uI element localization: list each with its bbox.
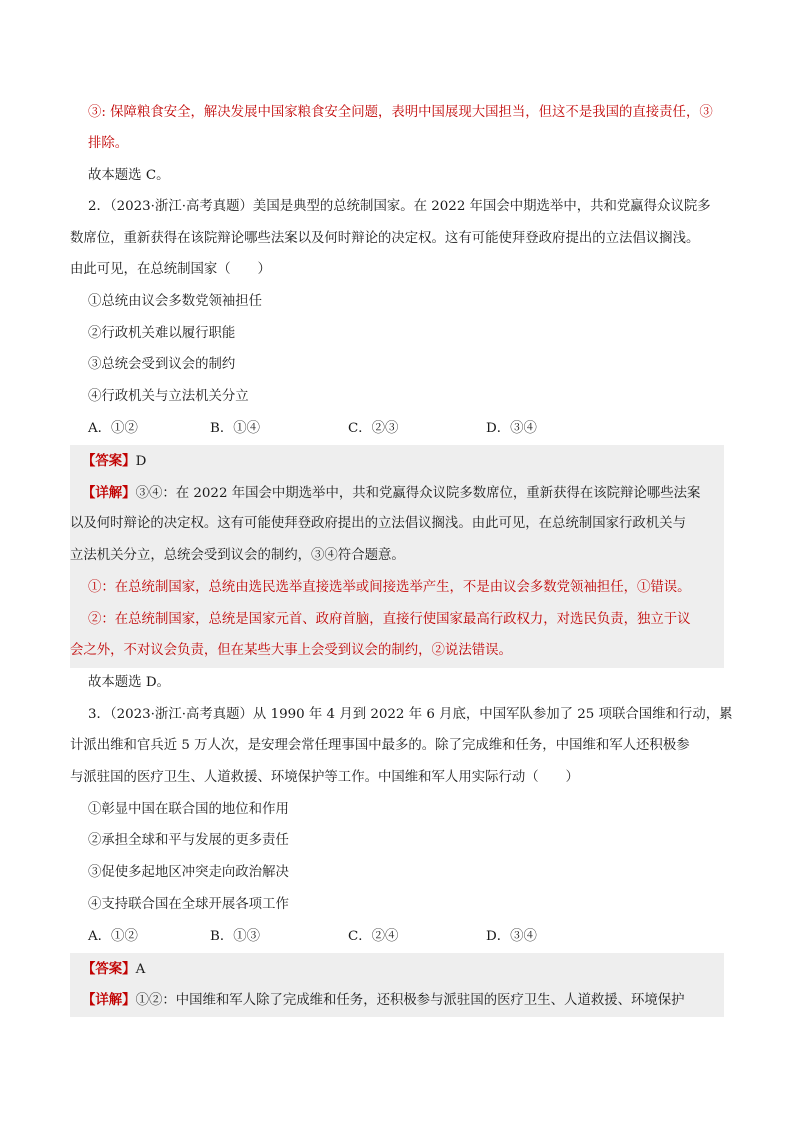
q3-detail-line-1 [82,990,685,1011]
q3-item-4: ④支持联合国在全球开展各项工作 [88,897,289,912]
q2-option-a: A．①② [88,421,138,436]
detail-label: 【详解】 [82,485,136,501]
q3-item-3: ③促使多起地区冲突走向政治解决 [88,865,289,880]
q2-stem-line-1: 2．（2023·浙江·高考真题）美国是典型的总统制国家。在 2022 年国会中期选举中，共和党赢得众议院多 [88,199,711,214]
q3-option-a: A．①② [88,929,138,944]
answer-label: 【答案】 [82,961,136,977]
q2-stem-line-3: 由此可见，在总统制国家（ ） [70,262,271,277]
q2-item-3: ③总统会受到议会的制约 [88,357,236,372]
detail-text: ①②：中国维和军人除了完成维和任务，还积极参与派驻国的医疗卫生、人道救援、环境保护 [135,993,685,1008]
prev-detail-line-2: 排除。 [88,136,129,151]
detail-text: ③④：在 2022 年国会中期选举中，共和党赢得众议院多数席位，重新获得在该院辩论哪些法案 [135,486,701,501]
q3-stem-line-3: 与派驻国的医疗卫生、人道救援、环境保护等工作。中国维和军人用实际行动（ ） [70,770,579,785]
answer-value: D [135,454,147,469]
q3-item-1: ①彰显中国在联合国的地位和作用 [88,802,289,817]
prev-conclusion: 故本题选 C。 [88,168,170,183]
q2-detail-line-4: ①：在总统制国家，总统由选民选举直接选举或间接选举产生，不是由议会多数党领袖担任，①错误。 [88,580,691,595]
q2-item-1: ①总统由议会多数党领袖担任 [88,294,263,309]
q2-conclusion: 故本题选 D。 [88,675,170,690]
q2-detail-line-5: ②：在总统制国家，总统是国家元首、政府首脑，直接行使国家最高行政权力，对选民负责，独立于议 [88,612,691,627]
q2-detail-line-6: 会之外，不对议会负责，但在某些大事上会受到议会的制约，②说法错误。 [70,643,512,658]
q3-stem-line-1: 3．（2023·浙江·高考真题）从 1990 年 4 月到 2022 年 6 月底，中国军队参加了 25 项联合国维和行动，累 [88,707,733,722]
q2-detail-line-2: 以及何时辩论的决定权。这有可能使拜登政府提出的立法倡议搁浅。由此可见，在总统制国家行政机关与 [70,516,686,531]
detail-label: 【详解】 [82,992,136,1008]
prev-detail-line-1: ③: 保障粮食安全，解决发展中国家粮食安全问题，表明中国展现大国担当，但这不是我国的直接责任，③ [88,105,713,120]
q2-option-d: D．③④ [486,421,537,436]
q3-item-2: ②承担全球和平与发展的更多责任 [88,833,289,848]
q3-option-c: C．②④ [348,929,399,944]
q3-option-d: D．③④ [486,929,537,944]
answer-value: A [135,962,146,977]
answer-label: 【答案】 [82,453,136,469]
q3-option-b: B．①③ [210,929,261,944]
q2-stem-line-2: 数席位，重新获得在该院辩论哪些法案以及何时辩论的决定权。这有可能使拜登政府提出的立法倡议搁浅。 [70,231,700,246]
q2-answer [82,451,146,472]
q2-detail-line-1 [82,483,700,504]
q3-answer [82,959,145,980]
q2-option-c: C．②③ [348,421,399,436]
q2-item-4: ④行政机关与立法机关分立 [88,389,249,404]
q2-option-b: B．①④ [210,421,261,436]
q3-stem-line-2: 计派出维和官兵近 5 万人次，是安理会常任理事国中最多的。除了完成维和任务，中国维和军人还积极参 [70,738,690,753]
q2-detail-line-3: 立法机关分立，总统会受到议会的制约，③④符合题意。 [70,548,405,563]
q2-item-2: ②行政机关难以履行职能 [88,326,236,341]
